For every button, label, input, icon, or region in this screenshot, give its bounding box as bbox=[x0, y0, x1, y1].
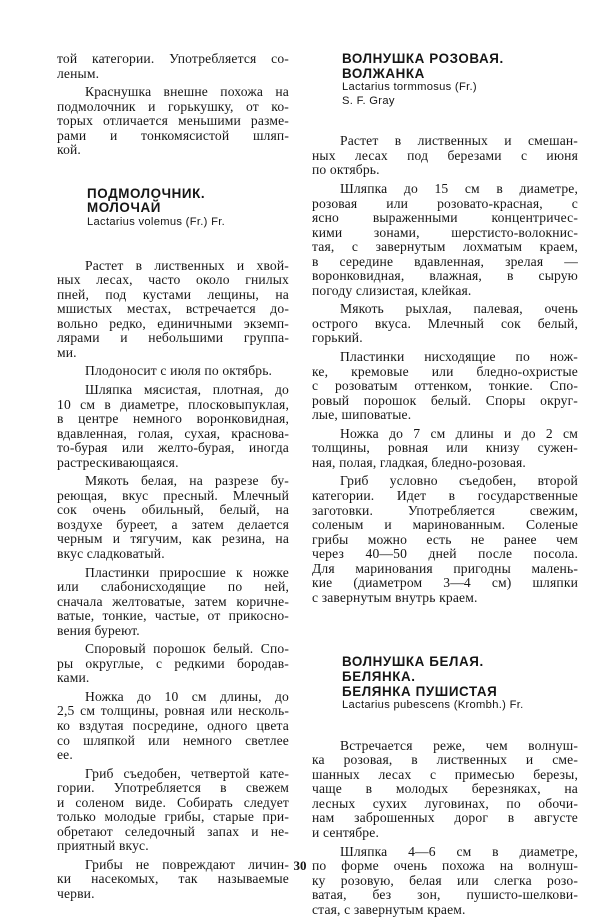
text-line: ку розовую, белая или слегка розо- bbox=[312, 872, 578, 888]
text-line: Шляпка 4—6 см в диаметре, bbox=[340, 843, 578, 859]
text-line: Грибы не повреждают личин- bbox=[85, 856, 289, 872]
section-title-line: БЕЛЯНКА. bbox=[342, 668, 416, 684]
text-line: ее. bbox=[57, 747, 73, 763]
text-line: вкус сладковатый. bbox=[57, 546, 165, 561]
paragraph bbox=[57, 383, 289, 470]
latin-name: Lactarius pubescens (Krombh.) Fr. bbox=[342, 699, 524, 712]
text-line: толщины, ровная или книзу сужен- bbox=[312, 440, 578, 456]
intro-text bbox=[57, 52, 289, 158]
text-line: острого вкуса. Млечный сок белый, bbox=[312, 315, 578, 331]
text-line: торых отличается меньшими разме- bbox=[57, 113, 289, 129]
latin-name-cont: S. F. Gray bbox=[342, 94, 395, 107]
text-line: 10 см в диаметре, плосковыпуклая, bbox=[57, 396, 289, 412]
text-line: Пластинки нисходящие по нож- bbox=[340, 349, 578, 365]
text-line: ры округлые, с редкими бородав- bbox=[57, 655, 289, 671]
text-line: обретают селедочный запах и не- bbox=[57, 823, 289, 839]
text-line: подмолочник и горькушку, от ко- bbox=[57, 98, 289, 114]
text-line: растрескивающаяся. bbox=[57, 454, 179, 470]
text-line: Пластинки приросшие к ножке bbox=[85, 564, 289, 580]
text-line: ясно выраженными концентричес- bbox=[312, 210, 578, 226]
text-line: Растет в лиственных и хвой- bbox=[85, 257, 289, 273]
paragraph bbox=[57, 642, 289, 686]
text-line: горький. bbox=[312, 330, 363, 346]
text-line: ватая, без зон, пушисто-шелкови- bbox=[312, 887, 578, 903]
section-title-line: ВОЛЖАНКА bbox=[342, 65, 425, 81]
text-line: вольно редко, единичными экземп- bbox=[57, 315, 289, 331]
paragraph bbox=[57, 52, 289, 81]
text-line: грибы можно есть не ранее чем bbox=[312, 531, 578, 547]
text-line: ми. bbox=[57, 344, 77, 360]
text-line: лые, шиповатые. bbox=[312, 407, 412, 423]
paragraph bbox=[312, 182, 578, 298]
section-title-line: МОЛОЧАЙ bbox=[87, 200, 161, 216]
text-line: с завернутым внутрь краем. bbox=[312, 589, 478, 605]
text-line: ками. bbox=[57, 670, 90, 686]
page-number: 30 bbox=[293, 858, 307, 873]
text-line: кой. bbox=[57, 142, 81, 158]
text-line: Шляпка мясистая, плотная, до bbox=[85, 381, 289, 397]
text-line: нам заброшенных дорог в августе bbox=[312, 810, 578, 826]
text-line: ных лесах, часто около гнилых bbox=[57, 272, 289, 288]
text-line: категории. Идет в государственные bbox=[312, 487, 578, 503]
text-line: воздухе буреет, а затем делается bbox=[57, 516, 289, 532]
text-line: ная, полая, гладкая, бледно-розовая. bbox=[312, 454, 526, 470]
text-line: ки насекомых, так называемые bbox=[57, 871, 289, 887]
text-line: розовая или розовато-красная, с bbox=[312, 195, 578, 211]
text-line: гории. Употребляется в свежем bbox=[57, 780, 289, 796]
text-line: в середине вдавленная, зрелая — bbox=[312, 253, 578, 269]
paragraph bbox=[57, 364, 289, 379]
text-line: мшистых местах, встречается до- bbox=[57, 301, 289, 317]
paragraph bbox=[57, 690, 289, 763]
text-line: воронковидная, влажная, в сырую bbox=[312, 268, 578, 284]
paragraph bbox=[57, 767, 289, 854]
text-line: пней, под кустами лещины, на bbox=[57, 286, 289, 302]
text-line: или слабонисходящие по ней, bbox=[57, 579, 289, 595]
section-body-podmolochnik bbox=[57, 259, 289, 902]
text-line: сок очень обильный, белый, на bbox=[57, 502, 289, 518]
text-line: рами и тонкомясистой шляп- bbox=[57, 127, 289, 143]
text-line: ке, кремовые или бледно-охристые bbox=[312, 363, 578, 379]
section-heading-podmolochnik bbox=[87, 187, 289, 230]
paragraph bbox=[312, 845, 578, 918]
text-line: со шляпкой или немного светлее bbox=[57, 732, 289, 748]
paragraph bbox=[312, 302, 578, 346]
text-line: лесных сухих луговинах, по обочи- bbox=[312, 795, 578, 811]
latin-name: Lactarius tormmosus (Fr.) bbox=[342, 81, 477, 94]
text-line: в центре немного воронковидная, bbox=[57, 411, 289, 427]
text-line: Краснушка внешне похожа на bbox=[85, 84, 289, 100]
text-line: только молодые грибы, старые при- bbox=[57, 809, 289, 825]
section-title-line: ВОЛНУШКА РОЗОВАЯ. bbox=[342, 51, 504, 66]
text-line: черным и тягучим, как резина, на bbox=[57, 531, 289, 547]
text-line: то-бурая или желто-бурая, иногда bbox=[57, 440, 289, 456]
text-line: реющая, вкус пресный. Млечный bbox=[57, 487, 289, 503]
text-line: кими зонами, шерстисто-волокнис- bbox=[312, 224, 578, 240]
paragraph bbox=[312, 739, 578, 841]
text-line: Ножка до 7 см длины и до 2 см bbox=[340, 425, 578, 441]
text-line: по октябрь. bbox=[312, 162, 380, 178]
paragraph bbox=[312, 134, 578, 178]
section-title-line: БЕЛЯНКА ПУШИСТАЯ bbox=[342, 683, 498, 699]
left-column bbox=[57, 52, 289, 906]
section-title-line: ВОЛНУШКА БЕЛАЯ. bbox=[342, 654, 484, 670]
text-line: погоду слизистая, клейкая. bbox=[312, 282, 472, 298]
section-heading-volnushka-rozovaya bbox=[342, 52, 578, 108]
text-line: Гриб условно съедобен, второй bbox=[340, 473, 578, 489]
paragraph bbox=[57, 259, 289, 361]
text-line: кие (диаметром 3—4 см) шляпки bbox=[312, 575, 578, 591]
text-line: Споровый порошок белый. Спо- bbox=[85, 641, 289, 657]
text-line: Плодоносит с июля по октябрь. bbox=[85, 363, 273, 379]
section-body-volnushka-rozovaya bbox=[312, 134, 578, 605]
text-line: ных лесах под березами с июня bbox=[312, 147, 578, 163]
text-line: ватые, тонкие, частые, от прикосно- bbox=[57, 608, 289, 624]
text-line: шанных лесах с примесью березы, bbox=[312, 766, 578, 782]
text-line: тая, с завернутым лохматым краем, bbox=[312, 239, 578, 255]
paragraph bbox=[57, 85, 289, 158]
text-line: стая, с завернутым краем. bbox=[312, 901, 466, 917]
text-line: Растет в лиственных и смешан- bbox=[340, 133, 578, 149]
text-line: черви. bbox=[57, 886, 95, 902]
paragraph bbox=[312, 474, 578, 605]
section-title-line: ПОДМОЛОЧНИК. bbox=[87, 185, 206, 201]
text-line: соленым и маринованным. Соленые bbox=[312, 517, 578, 533]
text-line: той категории. Употребляется со- bbox=[57, 51, 289, 66]
text-line: ка розовая, в лиственных и сме- bbox=[312, 752, 578, 768]
text-line: и сентябре. bbox=[312, 824, 379, 840]
right-column bbox=[312, 52, 578, 921]
text-line: по форме очень похожа на волнуш- bbox=[312, 858, 578, 874]
text-line: ровый порошок белый. Споры округ- bbox=[312, 392, 578, 408]
text-line: заготовки. Употребляется свежим, bbox=[312, 502, 578, 518]
paragraph bbox=[57, 566, 289, 639]
text-line: вдавленная, голая, сухая, краснова- bbox=[57, 425, 289, 441]
text-line: чаще в молодых березняках, на bbox=[312, 781, 578, 797]
text-line: и соленом виде. Собирать следует bbox=[57, 794, 289, 810]
text-line: Для маринования пригодны малень- bbox=[312, 560, 578, 576]
text-line: лярами и небольшими группа- bbox=[57, 330, 289, 346]
paragraph bbox=[312, 427, 578, 471]
text-line: 2,5 см толщины, ровная или несколь- bbox=[57, 703, 289, 719]
text-line: Мякоть рыхлая, палевая, очень bbox=[340, 301, 578, 317]
text-line: через 40—50 дней после посола. bbox=[312, 546, 578, 562]
section-body-volnushka-belaya bbox=[312, 739, 578, 918]
text-line: сначала желтоватые, затем коричне- bbox=[57, 593, 289, 609]
text-line: Мякоть белая, на разрезе бу- bbox=[85, 473, 289, 489]
latin-name: Lactarius volemus (Fr.) Fr. bbox=[87, 216, 226, 229]
text-line: ко вздутая посредине, одного цвета bbox=[57, 718, 289, 734]
paragraph bbox=[57, 474, 289, 561]
text-line: Ножка до 10 см длины, до bbox=[85, 688, 289, 704]
text-line: с розоватым оттенком, тонкие. Спо- bbox=[312, 378, 578, 394]
text-line: леным. bbox=[57, 65, 100, 81]
text-line: Встречается реже, чем волнуш- bbox=[340, 737, 578, 753]
text-line: Шляпка до 15 см в диаметре, bbox=[340, 181, 578, 197]
paragraph bbox=[312, 350, 578, 423]
section-heading-volnushka-belaya bbox=[342, 655, 578, 712]
text-line: приятный вкус. bbox=[57, 838, 149, 854]
text-line: Гриб съедобен, четвертой кате- bbox=[85, 765, 289, 781]
text-line: вения буреют. bbox=[57, 622, 140, 638]
